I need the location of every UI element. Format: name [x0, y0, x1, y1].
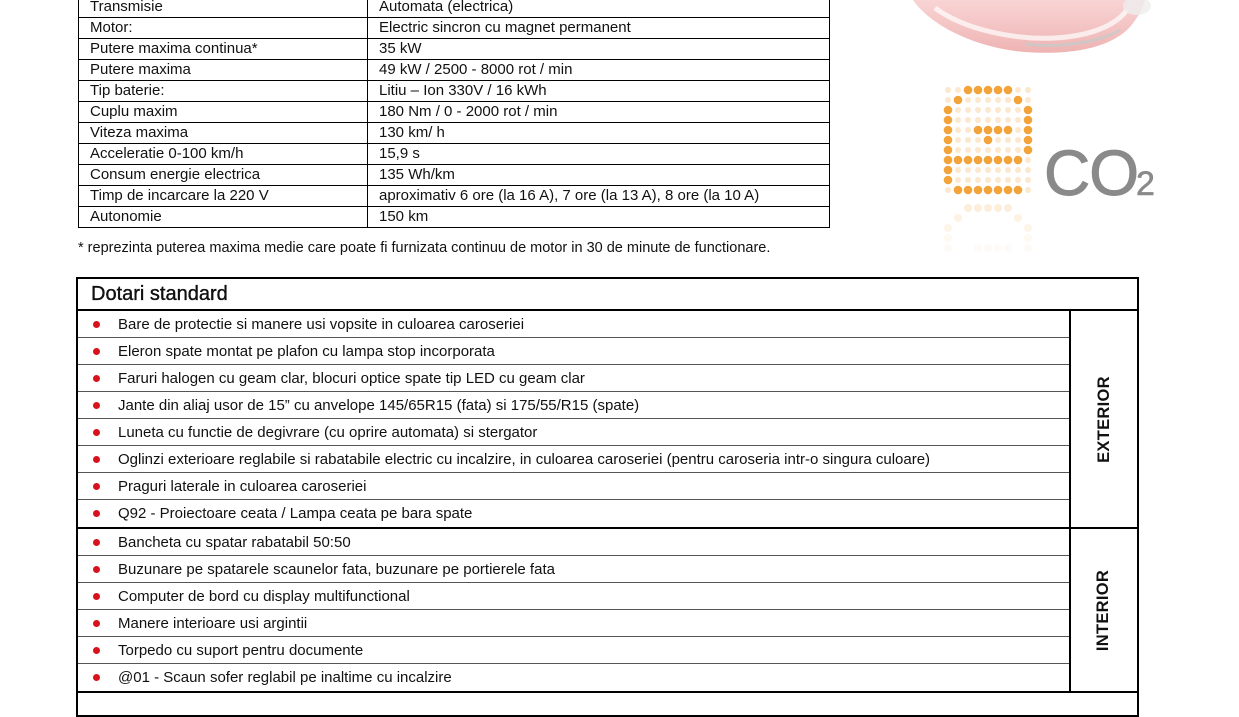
- spec-label: Motor:: [79, 18, 368, 39]
- spec-row: [79, 60, 830, 81]
- bullet-icon: [93, 429, 100, 436]
- list-item: [78, 419, 1069, 446]
- bullet-icon: [93, 647, 100, 654]
- spec-row: [79, 144, 830, 165]
- interior-items: [78, 529, 1071, 691]
- spec-row: [79, 81, 830, 102]
- interior-label: INTERIOR: [1094, 569, 1113, 651]
- list-item-text: Bancheta cu spatar rabatabil 50:50: [118, 533, 351, 551]
- spec-label: Acceleratie 0-100 km/h: [79, 144, 368, 165]
- spec-value: 130 km/ h: [368, 123, 830, 144]
- spec-label: Tip baterie:: [79, 81, 368, 102]
- list-item: [78, 583, 1069, 610]
- bullet-icon: [93, 456, 100, 463]
- list-item-text: @01 - Scaun sofer reglabil pe inaltime cu incalzire: [118, 669, 452, 686]
- list-item: [78, 473, 1069, 500]
- list-item-text: Bare de protectie si manere usi vopsite in culoarea caroseriei: [118, 315, 525, 333]
- spec-value: Automata (electrica): [368, 0, 830, 18]
- specifications-body: [79, 0, 830, 228]
- list-item: [78, 664, 1069, 691]
- specifications-table: [78, 0, 830, 228]
- list-item: [78, 338, 1069, 365]
- spec-row: [79, 165, 830, 186]
- list-item: [78, 446, 1069, 473]
- list-item-text: Computer de bord cu display multifunctional: [118, 587, 410, 605]
- spec-value: aproximativ 6 ore (la 16 A), 7 ore (la 13 A), 8 ore (la 10 A): [368, 186, 830, 207]
- bullet-icon: [93, 566, 100, 573]
- exterior-section: [78, 311, 1137, 529]
- dot-matrix-e-icon: [944, 86, 1033, 252]
- spec-value: 135 Wh/km: [368, 165, 830, 186]
- bullet-icon: [93, 620, 100, 627]
- spec-value: Electric sincron cu magnet permanent: [368, 18, 830, 39]
- spec-row: [79, 39, 830, 60]
- list-item: [78, 365, 1069, 392]
- spec-label: Putere maxima: [79, 60, 368, 81]
- standard-equipment-title: Dotari standard: [78, 279, 1137, 311]
- bullet-icon: [93, 593, 100, 600]
- bullet-icon: [93, 674, 100, 681]
- list-item-text: Jante din aliaj usor de 15” cu anvelope 145/65R15 (fata) si 175/55/R15 (spate): [118, 396, 640, 414]
- eco-co2-logo: [936, 80, 1176, 265]
- list-item: [78, 556, 1069, 583]
- spec-value: 15,9 s: [368, 144, 830, 165]
- list-item-text: Manere interioare usi argintii: [118, 614, 308, 632]
- list-item-text: Faruri halogen cu geam clar, blocuri optice spate tip LED cu geam clar: [118, 369, 585, 387]
- spec-row: [79, 0, 830, 18]
- spec-row: [79, 102, 830, 123]
- list-item-text: Praguri laterale in culoarea caroseriei: [118, 477, 367, 495]
- exterior-label: EXTERIOR: [1094, 375, 1113, 463]
- bullet-icon: [93, 510, 100, 517]
- spec-row: [79, 123, 830, 144]
- bullet-icon: [93, 539, 100, 546]
- spec-row: [79, 18, 830, 39]
- standard-equipment-table: [76, 277, 1139, 717]
- spec-label: Autonomie: [79, 207, 368, 228]
- list-item-text: Eleron spate montat pe plafon cu lampa stop incorporata: [118, 342, 495, 360]
- spec-value: 150 km: [368, 207, 830, 228]
- list-item: [78, 637, 1069, 664]
- exterior-items: [78, 311, 1071, 527]
- list-item-text: Oglinzi exterioare reglabile si rabatabile electric cu incalzire, in culoarea caroseriei (pentru caroseria intr-o singura culoare): [118, 450, 931, 468]
- co2-text: CO: [1044, 137, 1138, 209]
- spec-label: Cuplu maxim: [79, 102, 368, 123]
- spec-label: Timp de incarcare la 220 V: [79, 186, 368, 207]
- list-item: [78, 311, 1069, 338]
- list-item: [78, 529, 1069, 556]
- spec-label: Viteza maxima: [79, 123, 368, 144]
- list-item-text: Buzunare pe spatarele scaunelor fata, buzunare pe portierele fata: [118, 560, 555, 578]
- spec-label: Consum energie electrica: [79, 165, 368, 186]
- co2-subscript: 2: [1136, 165, 1155, 203]
- list-item: [78, 500, 1069, 527]
- list-item-text: Luneta cu functie de degivrare (cu oprire automata) si stergator: [118, 423, 538, 441]
- list-item: [78, 392, 1069, 419]
- spec-row: [79, 207, 830, 228]
- exterior-side-label: [1071, 311, 1137, 527]
- list-item-text: Q92 - Proiectoare ceata / Lampa ceata pe bara spate: [118, 505, 473, 522]
- bullet-icon: [93, 348, 100, 355]
- list-item: [78, 610, 1069, 637]
- interior-side-label: [1071, 529, 1137, 691]
- spec-value: 180 Nm / 0 - 2000 rot / min: [368, 102, 830, 123]
- spec-value: 49 kW / 2500 - 8000 rot / min: [368, 60, 830, 81]
- bullet-icon: [93, 402, 100, 409]
- car-image: [905, 0, 1165, 70]
- list-item-text: Torpedo cu suport pentru documente: [118, 641, 364, 659]
- spec-label: Transmisie: [79, 0, 368, 18]
- spec-row: [79, 186, 830, 207]
- spec-value: Litiu – Ion 330V / 16 kWh: [368, 81, 830, 102]
- footnote: * reprezinta puterea maxima medie care poate fi furnizata continuu de motor in 30 de minute de functionare.: [78, 240, 771, 256]
- bullet-icon: [93, 321, 100, 328]
- spec-value: 35 kW: [368, 39, 830, 60]
- bullet-icon: [93, 483, 100, 490]
- spec-label: Putere maxima continua*: [79, 39, 368, 60]
- interior-section: [78, 529, 1137, 693]
- bullet-icon: [93, 375, 100, 382]
